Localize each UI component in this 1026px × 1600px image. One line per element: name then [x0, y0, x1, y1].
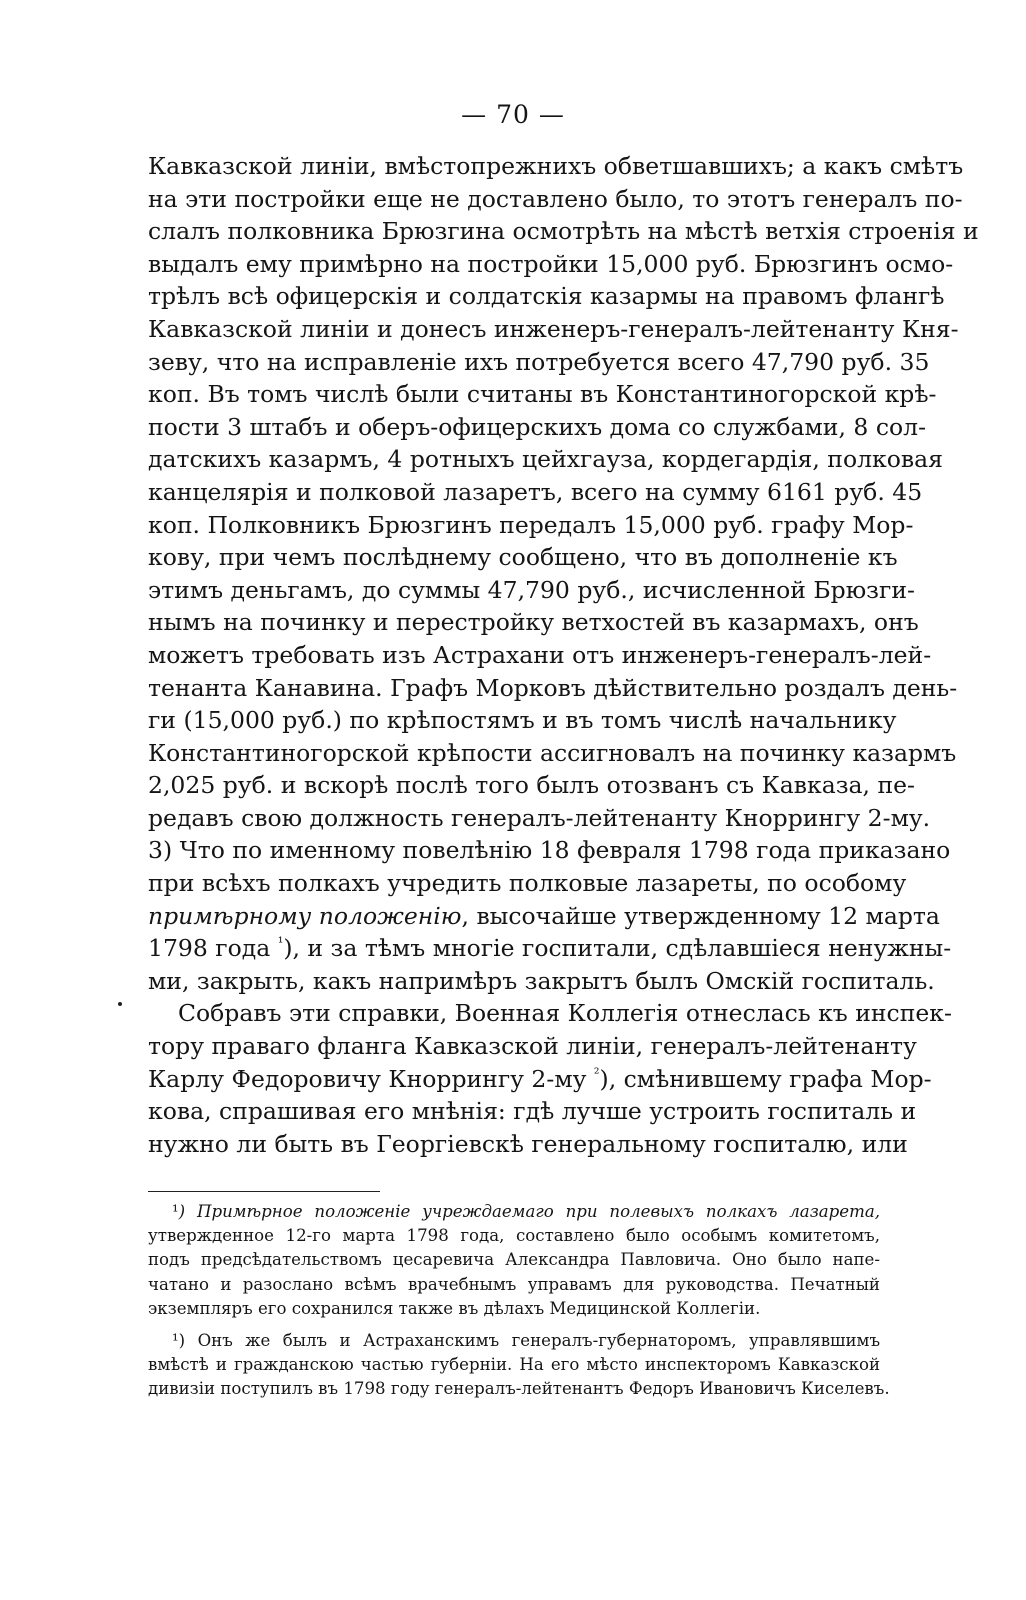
text-line: редавъ свою должность генералъ-лейтенанту Кноррингу 2-му. — [148, 803, 931, 832]
footnote-ref-1: ¹ — [277, 935, 284, 952]
footnote-line: дивизіи поступилъ въ 1798 году генералъ-лейтенантъ Федоръ Ивановичъ Киселевъ. — [148, 1379, 890, 1399]
footnote-line: чатано и разослано всѣмъ врачебнымъ управамъ для руководства. Печатный — [148, 1274, 880, 1294]
text-line-footnote-ref — [148, 932, 952, 965]
footnotes — [148, 1200, 890, 1402]
text-line: пости 3 штабъ и оберъ-офицерскихъ дома со службами, 8 сол- — [148, 412, 927, 441]
margin-dot — [118, 1002, 122, 1006]
text-line: можетъ требовать изъ Астрахани отъ инженеръ-генералъ-лей- — [148, 640, 932, 669]
text-line: коп. Въ томъ числѣ были считаны въ Константиногорской крѣ- — [148, 380, 937, 409]
text-line: канцелярія и полковой лазаретъ, всего на сумму 6161 руб. 45 — [148, 477, 923, 506]
page-number: — 70 — — [461, 100, 565, 129]
text-line: при всѣхъ полкахъ учредить полковые лазареты, по особому — [148, 869, 907, 898]
text-line: кову, при чемъ послѣднему сообщено, что въ дополненіе къ — [148, 543, 898, 572]
footnote-line: утвержденное 12-го марта 1798 года, составлено было особымъ комитетомъ, — [148, 1226, 880, 1246]
text-line-footnote-ref — [148, 1063, 932, 1096]
text-line: Кавказской линіи, вмѣстопрежнихъ обветшавшихъ; а какъ смѣтъ — [148, 152, 964, 180]
text-line: тенанта Канавина. Графъ Морковъ дѣйствительно роздалъ день- — [148, 673, 958, 702]
footnote-1-first-line — [148, 1200, 880, 1224]
footnote-marker: ¹ — [172, 1202, 179, 1221]
footnote-ref-2: ² — [593, 1065, 600, 1082]
text-line: датскихъ казармъ, 4 ротныхъ цейхгауза, кордегардія, полковая — [148, 445, 943, 474]
footnote-gap — [148, 1321, 880, 1329]
text-line: нымъ на починку и перестройку ветхостей въ казармахъ, онъ — [148, 608, 919, 637]
text-line: нужно ли быть въ Георгіевскѣ генеральному госпиталю, или — [148, 1129, 908, 1158]
text-fragment: Карлу Федоровичу Кноррингу 2-му — [148, 1064, 594, 1093]
text-fragment: 1798 года — [148, 934, 278, 963]
text-line: выдалъ ему примѣрно на постройки 15,000 руб. Брюзгинъ осмо- — [148, 249, 954, 278]
text-line: Константиногорской крѣпости ассигновалъ на починку казармъ — [148, 738, 957, 767]
paragraph-start-line: Собравъ эти справки, Военная Коллегія отнеслась къ инспек- — [178, 999, 952, 1028]
text-line: трѣлъ всѣ офицерскія и солдатскія казармы на правомъ флангѣ — [148, 282, 945, 311]
footnote-separator — [148, 1191, 380, 1192]
text-line: Кавказской линіи и донесъ инженеръ-генералъ-лейтенанту Кня- — [148, 314, 959, 343]
text-fragment: ), смѣнившему графа Мор- — [599, 1064, 932, 1093]
text-line: ми, закрыть, какъ напримѣръ закрытъ былъ Омскій госпиталь. — [148, 966, 935, 995]
text-line: слалъ полковника Брюзгина осмотрѣть на мѣстѣ ветхія строенія и — [148, 217, 979, 246]
text-line: коп. Полковникъ Брюзгинъ передалъ 15,000 руб. графу Мор- — [148, 510, 914, 539]
text-line: этимъ деньгамъ, до суммы 47,790 руб., исчисленной Брюзги- — [148, 575, 915, 604]
footnote-line: подъ предсѣдательствомъ цесаревича Александра Павловича. Оно было напе- — [148, 1250, 880, 1270]
footnote-italic-text: ) Примѣрное положеніе учреждаемаго при полевыхъ полкахъ лазарета, — [178, 1202, 880, 1221]
text-line: на эти постройки еще не доставлено было, то этотъ генералъ по- — [148, 184, 963, 213]
italic-phrase: примѣрному положенію — [148, 901, 462, 930]
text-line: ги (15,000 руб.) по крѣпостямъ и въ томъ числѣ начальнику — [148, 706, 897, 735]
text-fragment: , высочайше утвержденному 12 марта — [461, 901, 940, 930]
footnote-line: экземпляръ его сохранился также въ дѣлахъ Медицинской Коллегіи. — [148, 1298, 761, 1318]
text-line: тору праваго фланга Кавказской линіи, генералъ-лейтенанту — [148, 1032, 917, 1061]
footnote-line: вмѣстѣ и гражданскою частью губерніи. На его мѣсто инспекторомъ Кавказской — [148, 1355, 880, 1375]
text-line: кова, спрашивая его мнѣнія: гдѣ лучше устроить госпиталь и — [148, 1097, 917, 1126]
text-line: 3) Что по именному повелѣнію 18 февраля 1798 года приказано — [148, 836, 951, 865]
text-fragment: ), и за тѣмъ многіе госпитали, сдѣлавшіеся ненужны- — [283, 934, 952, 963]
text-line: зеву, что на исправленіе ихъ потребуется всего 47,790 руб. 35 — [148, 347, 930, 376]
text-line-emphasis — [148, 900, 940, 933]
footnote-2-first-line: ¹) Онъ же былъ и Астраханскимъ генералъ-губернаторомъ, управлявшимъ — [172, 1330, 880, 1350]
text-line: 2,025 руб. и вскорѣ послѣ того былъ отозванъ съ Кавказа, пе- — [148, 771, 915, 800]
main-text — [148, 150, 979, 1160]
